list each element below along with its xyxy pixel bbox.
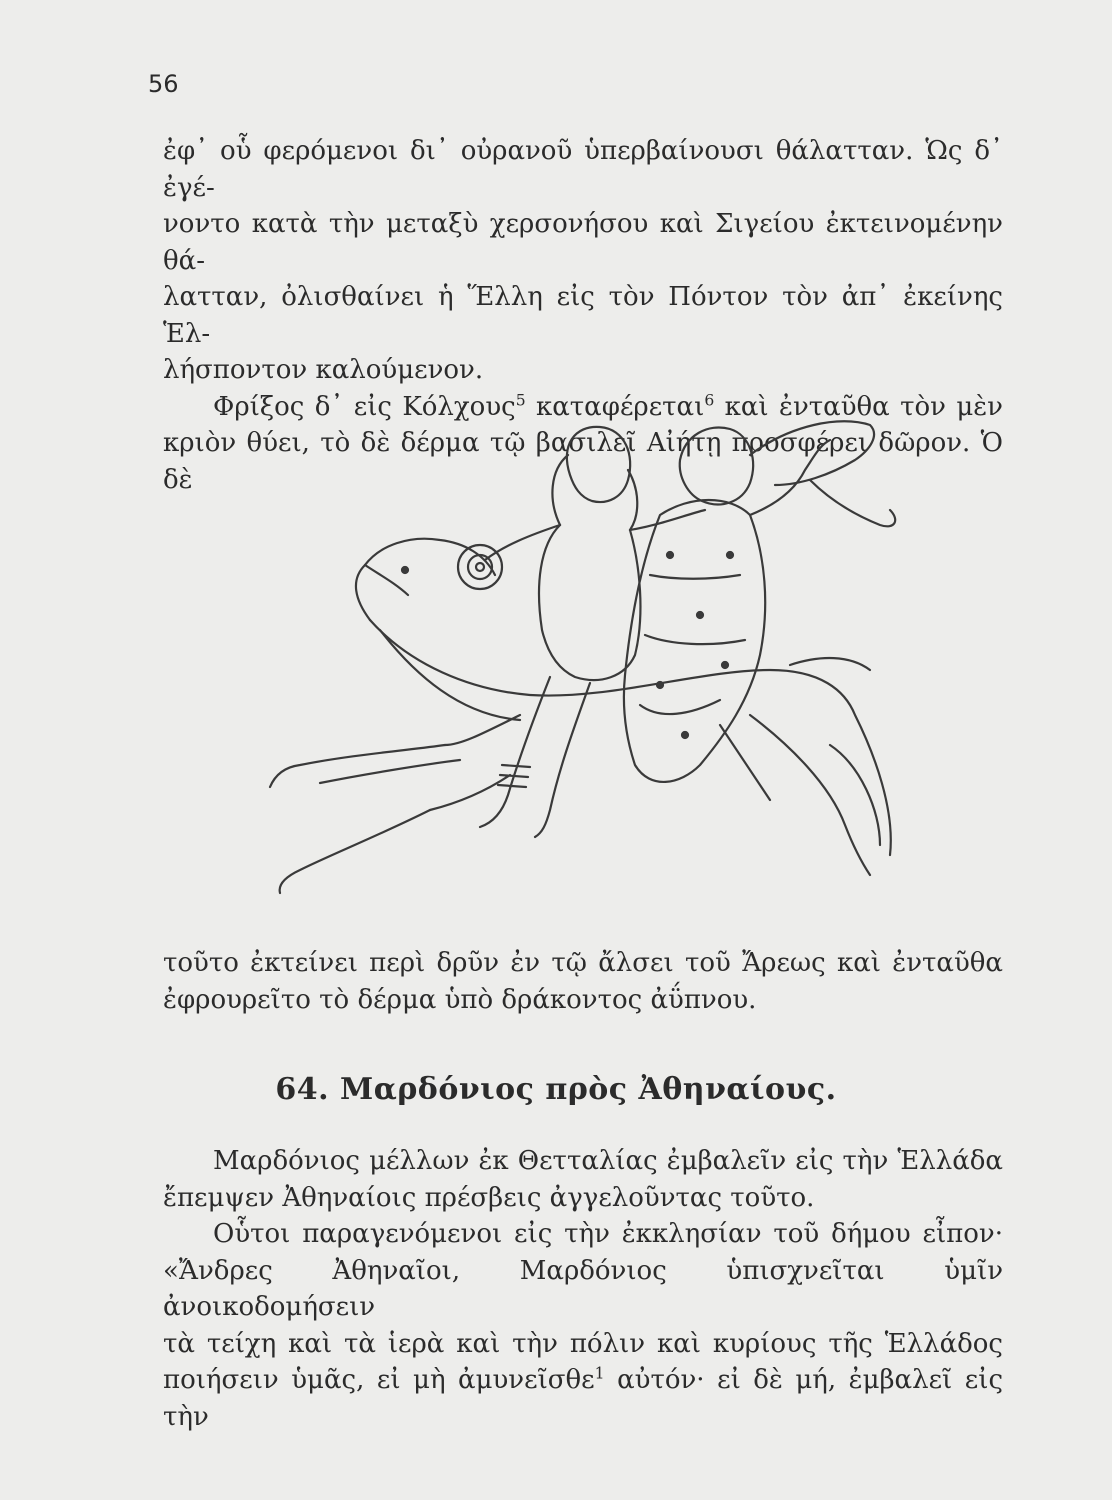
text-line: τοῦτο ἐκτείνει περὶ δρῦν ἐν τῷ ἄλσει τοῦ Ἄρεως καὶ ἐνταῦθα (163, 948, 1003, 978)
text-line: τὰ τείχη καὶ τὰ ἱερὰ καὶ τὴν πόλιν καὶ κυρίους τῆς Ἑλλάδος (163, 1328, 1003, 1359)
paragraph-golden-fleece (163, 945, 1003, 1018)
text-segment: αὐτόν· εἰ δὲ μή, ἐμβαλεῖ εἰς τὴν (163, 1365, 1003, 1432)
footnote-marker: 1 (594, 1364, 605, 1383)
ram-head (356, 539, 495, 620)
text-segment: Φρίξος δ᾽ εἰς Κόλχους (213, 391, 516, 422)
ram-hind-leg (750, 715, 870, 875)
text-line: κριὸν θύει, τὸ δὲ δέρμα τῷ βασιλεῖ Αἰήτῃ προσφέρει δῶρον. Ὁ δὲ (163, 428, 1003, 495)
text-line: Μαρδόνιος μέλλων ἐκ Θετταλίας ἐμβαλεῖν εἰς τὴν Ἑλλάδα (213, 1146, 1003, 1176)
footnote-marker: 6 (704, 390, 715, 409)
phrixus-helle-ram-illustration (230, 415, 920, 905)
text-line: λήσποντον καλούμενον. (163, 355, 484, 385)
section-title: 64. Μαρδόνιος πρὸς Ἀθηναίους. (275, 1072, 837, 1107)
page-number: 56 (148, 70, 179, 98)
text-line: «Ἄνδρες Ἀθηναῖοι, Μαρδόνιος ὑπισχνεῖται ὑμῖν ἀνοικοδομήσειν (163, 1255, 1003, 1322)
text-line: λατταν, ὀλισθαίνει ἡ Ἕλλη εἰς τὸν Πόντον τὸν ἀπ᾽ ἐκείνης Ἑλ- (163, 282, 1003, 349)
text-line (163, 1362, 1003, 1435)
text-segment: ποιήσειν ὑμᾶς, εἰ μὴ ἀμυνεῖσθε (163, 1365, 595, 1395)
ram-body (370, 620, 891, 855)
text-line: Οὗτοι παραγενόμενοι εἰς τὴν ἐκκλησίαν τοῦ δήμου εἶπον· (213, 1219, 1003, 1249)
phrixus-torso (539, 525, 640, 680)
helle-veil (750, 421, 895, 526)
paragraph-mardonius (163, 1143, 1003, 1435)
text-line: ἐφρουρεῖτο τὸ δέρμα ὑπὸ δράκοντος ἀΰπνου. (163, 984, 757, 1015)
text-line: ἔπεμψεν Ἀθηναίοις πρέσβεις ἀγγελοῦντας τοῦτο. (163, 1182, 815, 1213)
text-segment: καταφέρεται (525, 391, 705, 422)
text-line: νοντο κατὰ τὴν μεταξὺ χερσονήσου καὶ Σιγείου ἐκτεινομένην θά- (163, 209, 1003, 276)
footnote-marker: 5 (515, 390, 526, 409)
text-line: ἐφ᾽ οὗ φερόμενοι δι᾽ οὐρανοῦ ὑπερβαίνουσι θάλατταν. Ὡς δ᾽ ἐγέ- (163, 136, 1003, 203)
ram-front-leg (445, 715, 520, 745)
phrixus-head (567, 427, 630, 502)
helle-head (680, 427, 753, 504)
text-segment: καὶ ἐνταῦθα τὸν μὲν (714, 391, 1003, 422)
